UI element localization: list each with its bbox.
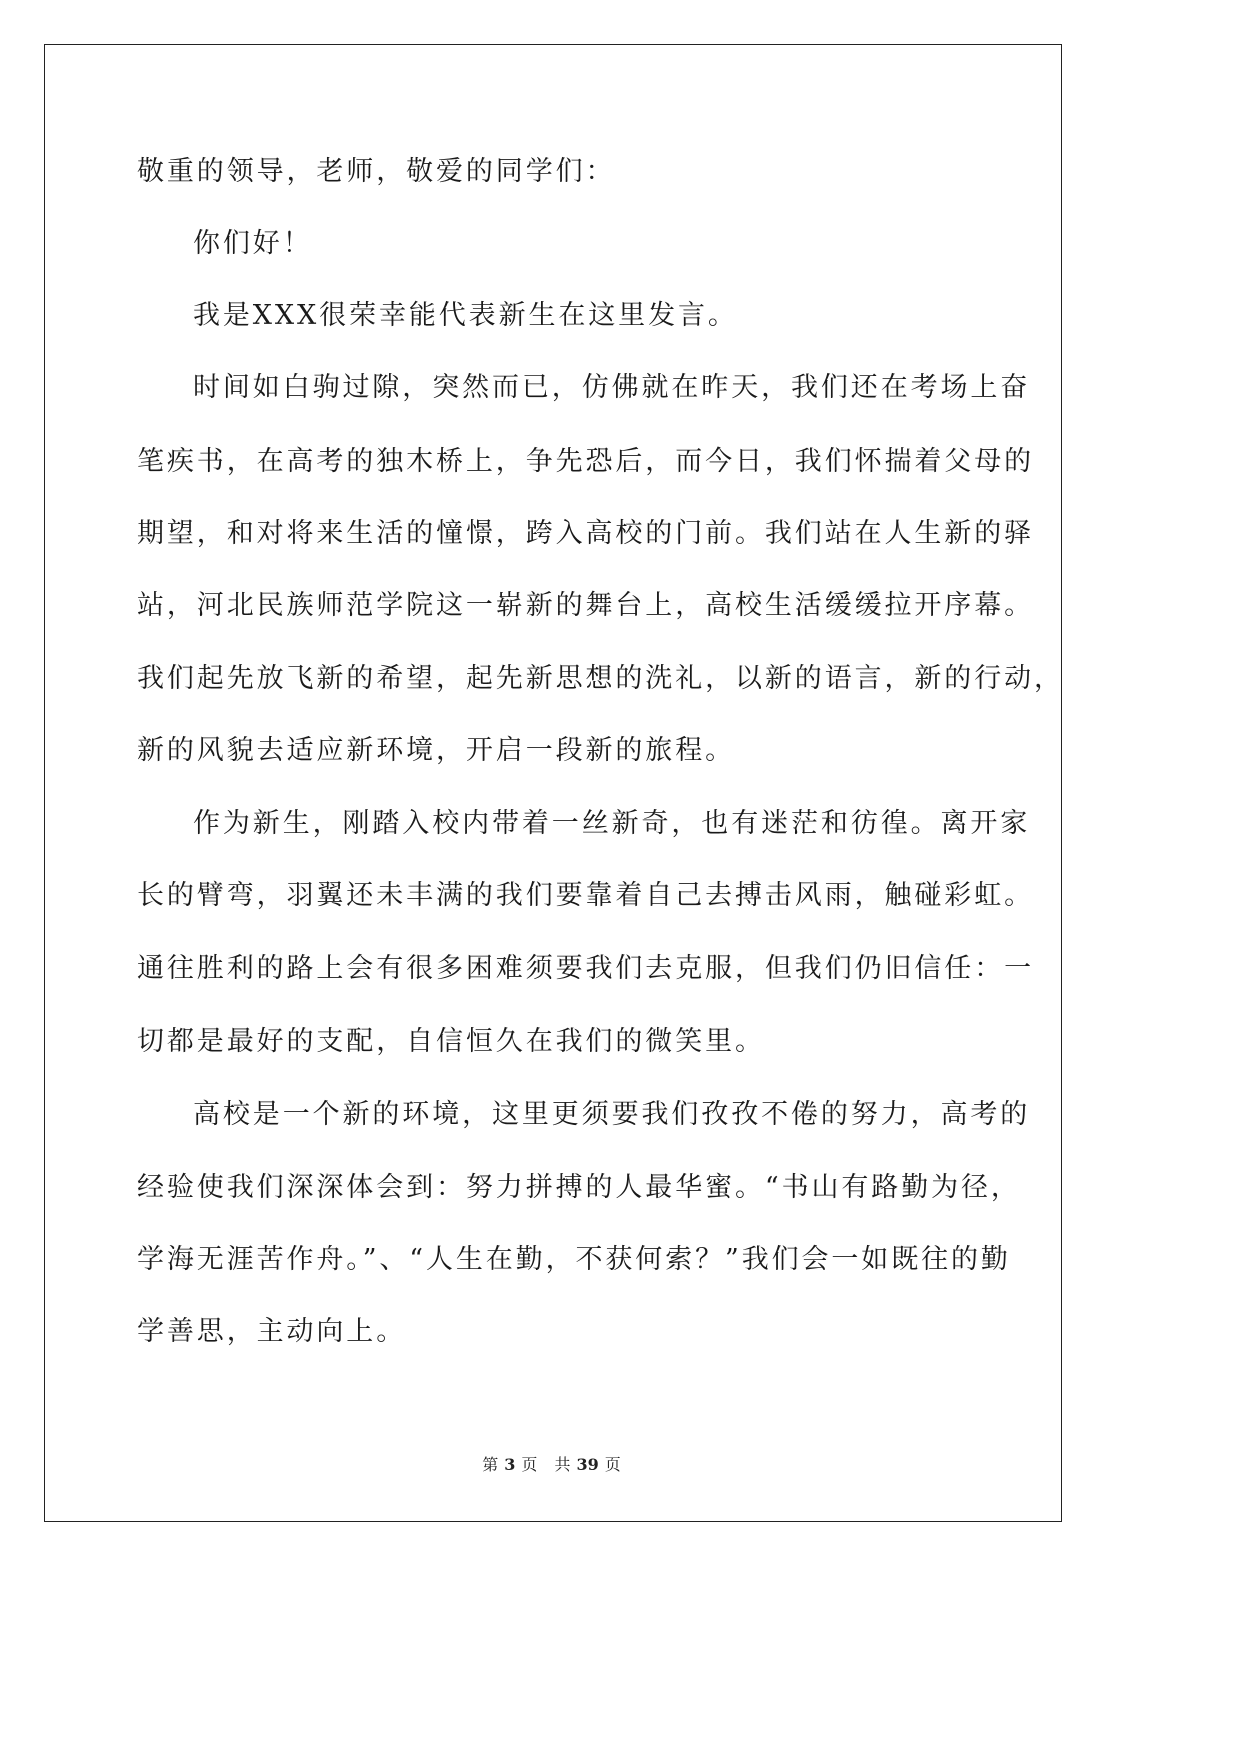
paragraph-3-line-3: 学海无涯苦作舟。”、“人生在勤，不获何索？”我们会一如既往的勤 — [137, 1244, 1011, 1275]
paragraph-3-line-4: 学善思，主动向上。 — [137, 1316, 407, 1347]
paragraph-2-line-2: 长的臂弯，羽翼还未丰满的我们要靠着自己去搏击风雨，触碰彩虹。 — [137, 880, 1034, 911]
page-prefix: 第 — [482, 1455, 499, 1474]
total-pages: 39 — [576, 1455, 599, 1474]
paragraph-3-line-2: 经验使我们深深体会到：努力拼搏的人最华蜜。“书山有路勤为径， — [137, 1172, 1021, 1203]
paragraph-1-line-2: 笔疾书，在高考的独木桥上，争先恐后，而今日，我们怀揣着父母的 — [137, 446, 1034, 477]
page-footer — [0, 1455, 1103, 1475]
paragraph-2-line-4: 切都是最好的支配，自信恒久在我们的微笑里。 — [137, 1026, 765, 1057]
paragraph-1-line-5: 我们起先放飞新的希望，起先新思想的洗礼，以新的语言，新的行动， — [137, 663, 1064, 694]
total-pages-indicator — [551, 1455, 623, 1474]
page-border — [44, 44, 1062, 1522]
paragraph-1-line-6: 新的风貌去适应新环境，开启一段新的旅程。 — [137, 735, 735, 766]
paragraph-1-line-3: 期望，和对将来生活的憧憬，跨入高校的门前。我们站在人生新的驿 — [137, 518, 1034, 549]
paragraph-1-line-4: 站，河北民族师范学院这一崭新的舞台上，高校生活缓缓拉开序幕。 — [137, 590, 1034, 621]
page-suffix: 页 — [521, 1455, 538, 1474]
total-prefix: 共 — [554, 1455, 571, 1474]
salutation-line: 敬重的领导，老师，敬爱的同学们： — [137, 156, 616, 187]
paragraph-3-line-1: 高校是一个新的环境，这里更须要我们孜孜不倦的努力，高考的 — [193, 1099, 1031, 1130]
page-number: 3 — [504, 1455, 516, 1474]
total-suffix: 页 — [604, 1455, 621, 1474]
paragraph-1-line-1: 时间如白驹过隙，突然而已，仿佛就在昨天，我们还在考场上奋 — [193, 372, 1031, 403]
paragraph-2-line-3: 通往胜利的路上会有很多困难须要我们去克服，但我们仍旧信任：一 — [137, 953, 1034, 984]
intro-line: 我是XXX很荣幸能代表新生在这里发言。 — [193, 300, 738, 331]
page-indicator — [479, 1455, 540, 1474]
greeting-line: 你们好！ — [193, 228, 313, 259]
paragraph-2-line-1: 作为新生，刚踏入校内带着一丝新奇，也有迷茫和彷徨。离开家 — [193, 808, 1031, 839]
